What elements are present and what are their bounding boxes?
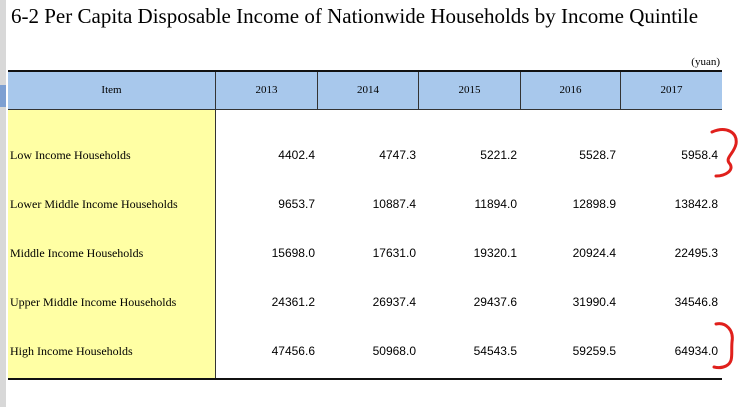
cell-2014: 17631.0 [372, 246, 416, 260]
table-header-row [8, 72, 722, 110]
table-row [8, 292, 722, 312]
table-bottom-rule [8, 378, 722, 380]
red-bracket-annotation-bottom [704, 318, 742, 374]
cell-2013: 47456.6 [271, 344, 315, 358]
cell-2017: 34546.8 [674, 295, 718, 309]
cell-2013: 24361.2 [271, 295, 315, 309]
cell-2015: 29437.6 [473, 295, 517, 309]
table-row [8, 243, 722, 263]
header-year-2016: 2016 [521, 72, 621, 109]
left-strip [0, 0, 6, 407]
header-year-2014: 2014 [318, 72, 419, 109]
cell-2016: 20924.4 [572, 246, 616, 260]
cell-2017: 64934.0 [674, 344, 718, 358]
cell-2014: 50968.0 [372, 344, 416, 358]
table-row [8, 194, 722, 214]
cell-2014: 10887.4 [372, 197, 416, 211]
header-year-2015: 2015 [419, 72, 521, 109]
row-label: Low Income Households [10, 148, 131, 162]
cell-2015: 11894.0 [474, 197, 517, 211]
cell-2015: 19320.1 [473, 246, 517, 260]
cell-2015: 5221.2 [480, 148, 517, 162]
page-title: 6-2 Per Capita Disposable Income of Nationwide Households by Income Quintile [11, 4, 699, 28]
row-label: High Income Households [10, 344, 133, 358]
header-year-2013: 2013 [216, 72, 318, 109]
cell-2013: 9653.7 [278, 197, 315, 211]
left-strip-marker [0, 85, 6, 107]
red-bracket-annotation-top [706, 124, 744, 184]
cell-2013: 4402.4 [278, 148, 315, 162]
row-label: Upper Middle Income Households [10, 295, 177, 309]
table-row [8, 145, 722, 165]
cell-2016: 59259.5 [572, 344, 616, 358]
cell-2017: 13842.8 [674, 197, 718, 211]
cell-2014: 4747.3 [379, 148, 416, 162]
cell-2016: 5528.7 [579, 148, 616, 162]
row-label: Lower Middle Income Households [10, 197, 178, 211]
cell-2016: 12898.9 [572, 197, 616, 211]
cell-2015: 54543.5 [473, 344, 517, 358]
row-label: Middle Income Households [10, 246, 144, 260]
header-year-2017: 2017 [660, 84, 683, 96]
cell-2016: 31990.4 [572, 295, 616, 309]
unit-label: (yuan) [691, 56, 720, 68]
cell-2017: 5958.4 [681, 148, 718, 162]
header-item: Item [8, 72, 216, 109]
table-row [8, 341, 722, 361]
cell-2013: 15698.0 [271, 246, 315, 260]
cell-2017: 22495.3 [674, 246, 718, 260]
cell-2014: 26937.4 [372, 295, 416, 309]
